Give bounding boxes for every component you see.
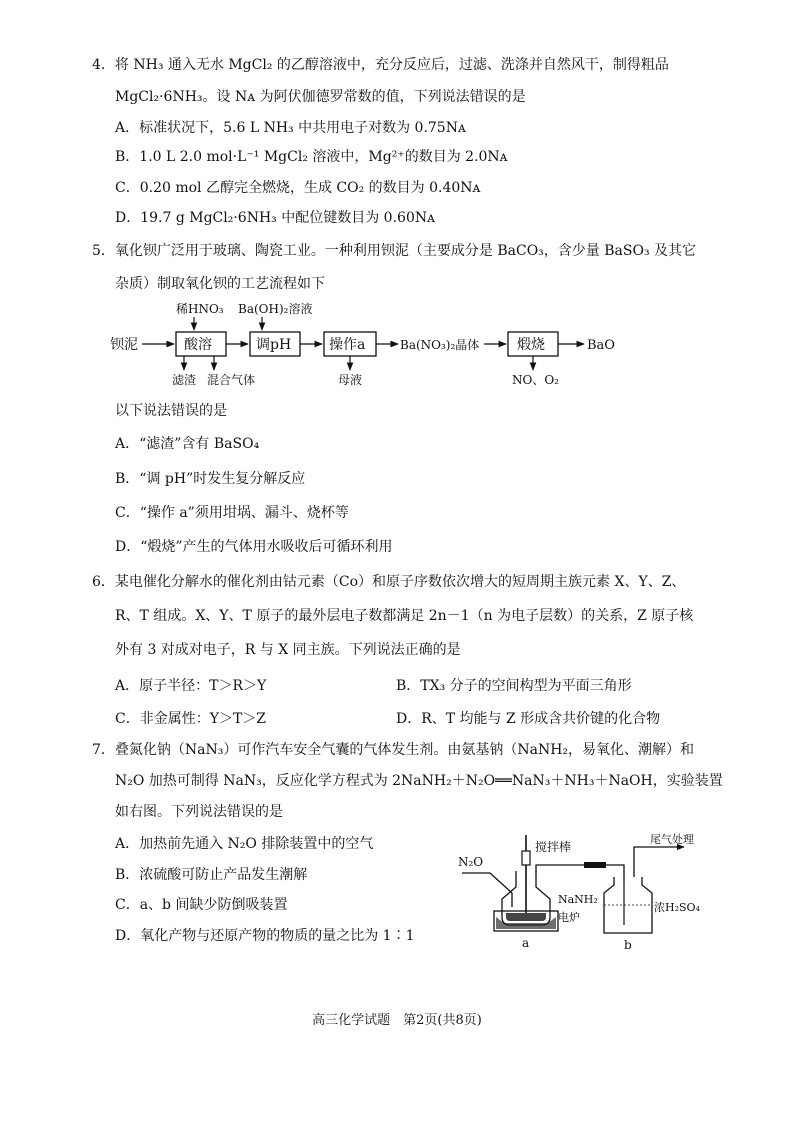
tail-gas-outlet [634, 847, 684, 877]
q7-option-b: B．浓硫酸可防止产品发生潮解 [115, 867, 308, 883]
flow-step1: 酸溶 [184, 337, 212, 353]
stirrer-handle [522, 851, 530, 865]
q4-option-c: C．0.20 mol 乙醇完全燃烧，生成 CO₂ 的数目为 0.40Nᴀ [115, 180, 481, 196]
flow-out-gas: 混合气体 [207, 373, 256, 387]
page-footer: 高三化学试题 第2页(共8页) [312, 1013, 482, 1028]
q5-option-d: D．“煅烧”产生的气体用水吸收后可循环利用 [115, 539, 393, 555]
q6-stem-line2: R、T 组成。X、Y、T 原子的最外层电子数都满足 2n－1（n 为电子层数）的关系，Z 原子核 [115, 608, 694, 624]
apparatus-acid-label: 浓H₂SO₄ [654, 901, 700, 914]
flow-out-residue: 滤渣 [172, 373, 197, 387]
flow-intermediate: Ba(NO₃)₂晶体 [400, 338, 480, 352]
q4-stem-line2: MgCl₂·6NH₃。设 Nᴀ 为阿伏伽德罗常数的值，下列说法错误的是 [115, 89, 526, 105]
apparatus-tail-gas-label: 尾气处理 [650, 833, 694, 846]
q5-stem-line1: 5．氧化钡广泛用于玻璃、陶瓷工业。一种利用钡泥（主要成分是 BaCO₃，含少量 BaSO₃ 及其它 [92, 243, 697, 259]
process-flow-diagram [110, 296, 630, 396]
q7-stem-line3: 如右图。下列说法错误的是 [115, 804, 283, 820]
tube-connector [584, 862, 606, 868]
flow-out-mother-liquor: 母液 [338, 373, 363, 387]
apparatus-diagram [454, 833, 714, 951]
q7-option-d: D．氧化产物与还原产物的物质的量之比为 1∶1 [115, 928, 415, 944]
apparatus-reagent-label: NaNH₂ [558, 893, 598, 906]
apparatus-label-a: a [522, 936, 530, 950]
q6-stem-line1: 6．某电催化分解水的催化剂由钴元素（Co）和原子序数依次增大的短周期主族元素 X、Y、Z、 [92, 574, 686, 590]
apparatus-heater-label: 电炉 [558, 911, 580, 924]
flow-out-gases: NO、O₂ [512, 373, 559, 387]
q5-option-c: C．“操作 a”须用坩埚、漏斗、烧杯等 [115, 505, 349, 521]
q6-stem-line3: 外有 3 对成对电子，R 与 X 同主族。下列说法正确的是 [115, 642, 461, 658]
q7-option-a: A．加热前先通入 N₂O 排除装置中的空气 [115, 836, 374, 852]
q6-option-b: B．TX₃ 分子的空间构型为平面三角形 [396, 678, 632, 694]
q5-option-b: B．“调 pH”时发生复分解反应 [115, 471, 306, 487]
q7-stem-line1: 7．叠氮化钠（NaN₃）可作汽车安全气囊的气体发生剂。由氨基钠（NaNH₂，易氧化、潮解）和 [92, 742, 695, 758]
apparatus-stirrer-label: 搅拌棒 [535, 840, 572, 854]
apparatus-label-b: b [624, 938, 632, 951]
q5-option-a: A．“滤渣”含有 BaSO₄ [115, 436, 260, 452]
q4-stem-line1: 4．将 NH₃ 通入无水 MgCl₂ 的乙醇溶液中，充分反应后，过滤、洗涤并自然风干，制得粗品 [92, 57, 669, 73]
flow-step4: 煅烧 [517, 337, 545, 353]
apparatus-gas-in-label: N₂O [458, 855, 484, 869]
flow-step3: 操作a [329, 337, 366, 353]
q7-option-c: C．a、b 间缺少防倒吸装置 [115, 897, 288, 913]
q6-option-c: C．非金属性：Y＞T＞Z [115, 711, 267, 727]
flow-reagent-hno3: 稀HNO₃ [176, 302, 224, 316]
q4-option-b: B．1.0 L 2.0 mol·L⁻¹ MgCl₂ 溶液中，Mg²⁺的数目为 2.0Nᴀ [115, 149, 508, 165]
q5-ask: 以下说法错误的是 [115, 403, 227, 419]
connecting-tube [536, 865, 624, 883]
q4-option-a: A．标准状况下，5.6 L NH₃ 中共用电子对数为 0.75Nᴀ [115, 120, 466, 136]
q7-stem-line2: N₂O 加热可制得 NaN₃，反应化学方程式为 2NaNH₂＋N₂O══NaN₃＋NH₃＋NaOH，实验装置 [115, 773, 723, 789]
q6-option-d: D．R、T 均能与 Z 形成含共价键的化合物 [396, 711, 661, 727]
q4-option-d: D．19.7 g MgCl₂·6NH₃ 中配位键数目为 0.60Nᴀ [115, 210, 436, 226]
flow-product: BaO [587, 338, 615, 353]
apparatus-inlet-tube [462, 873, 512, 907]
q5-stem-line2: 杂质）制取氧化钡的工艺流程如下 [115, 276, 325, 292]
flask-a-contents [506, 913, 546, 921]
flow-reagent-baoh2: Ba(OH)₂溶液 [238, 302, 313, 316]
flow-start: 钡泥 [110, 337, 138, 353]
flow-step2: 调pH [256, 337, 292, 353]
q6-option-a: A．原子半径：T＞R＞Y [115, 678, 267, 694]
